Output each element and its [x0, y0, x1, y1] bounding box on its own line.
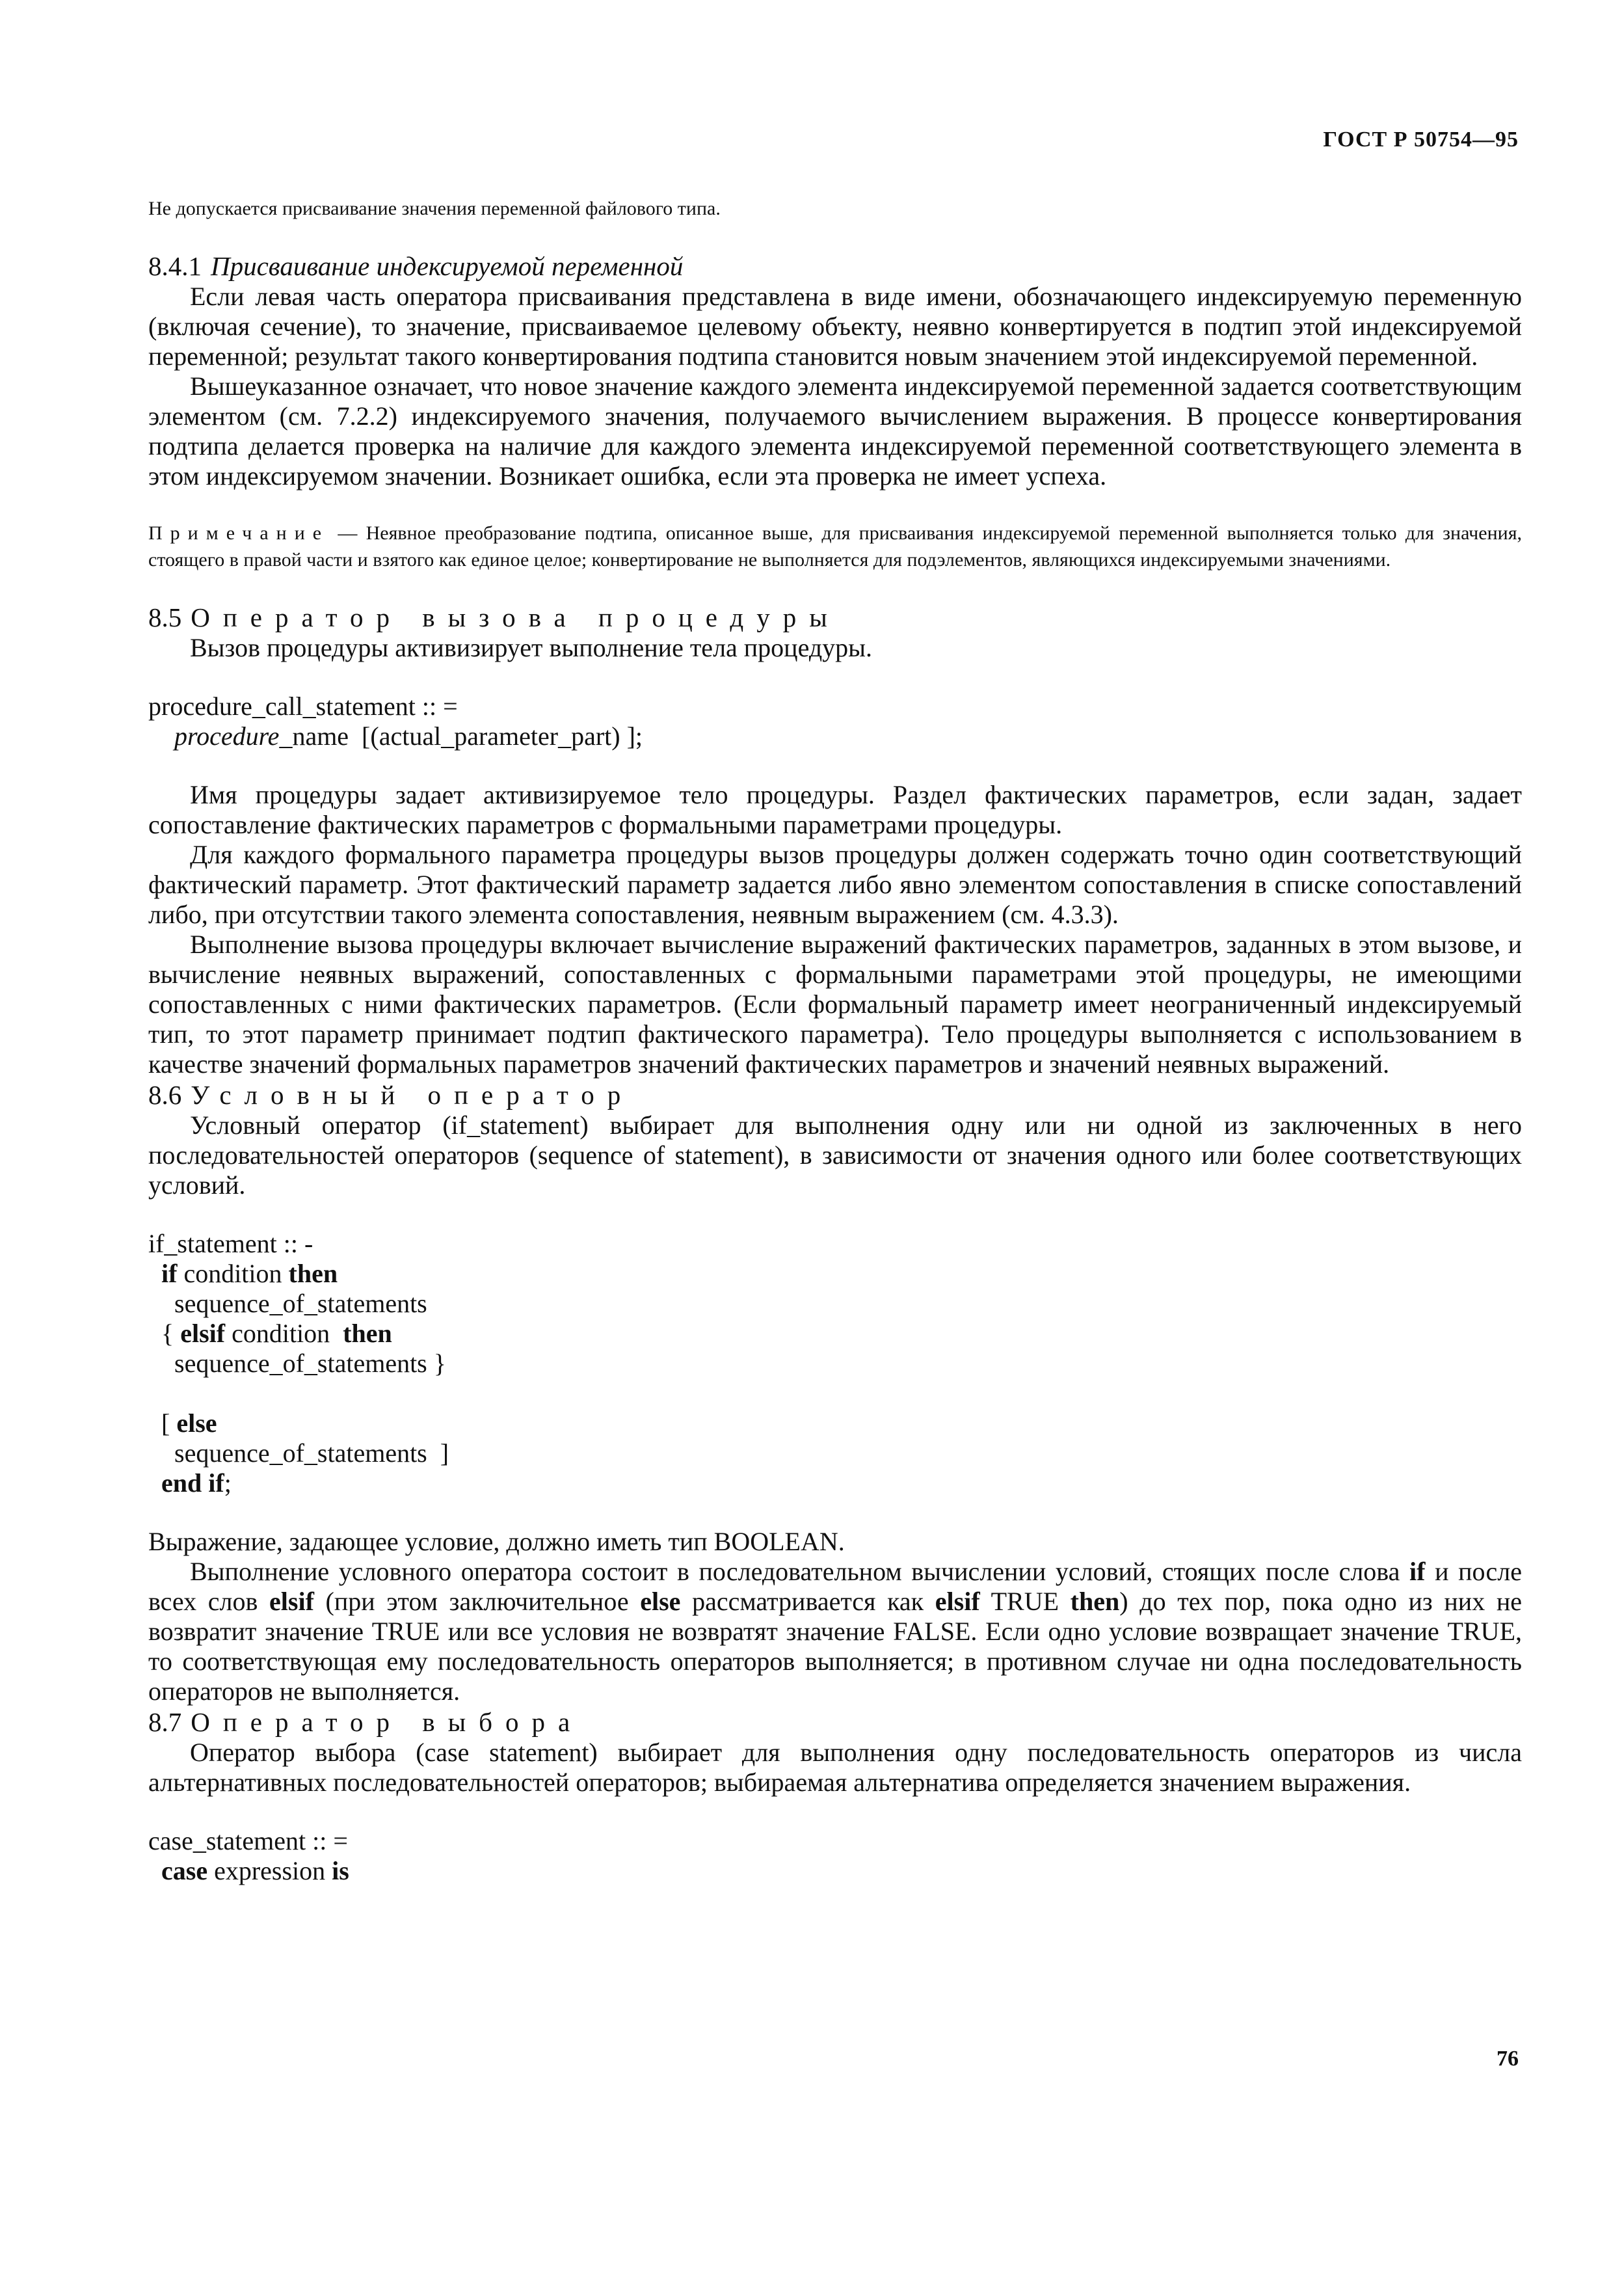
paragraph: Имя процедуры задает активизируемое тело процедуры. Раздел фактических параметров, если задан, задает сопоставление фактических параметров с формальными параметрами процедуры. — [148, 780, 1522, 839]
spacer — [148, 573, 1522, 602]
section-number: 8.5 — [148, 602, 182, 632]
section-heading-8-5 — [148, 602, 1522, 633]
text-run: TRUE — [979, 1587, 1071, 1616]
text-run: и после всех слов — [148, 1557, 1522, 1616]
section-title: Оператор вызова процедуры — [191, 602, 840, 632]
code-line: condition — [177, 1259, 289, 1288]
code-keyword: else — [176, 1408, 217, 1438]
code-line: sequence_of_statements ] — [174, 1438, 449, 1468]
code-block-if-statement — [148, 1229, 1522, 1498]
spacer — [148, 1200, 1522, 1229]
code-keyword: then — [343, 1319, 392, 1348]
text-run: рассматривается как — [680, 1587, 935, 1616]
keyword-run: then — [1070, 1587, 1120, 1616]
spacer — [148, 1498, 1522, 1527]
keyword-run: if — [1409, 1557, 1426, 1586]
code-line: procedure_call_statement :: = — [148, 692, 458, 721]
code-keyword: is — [332, 1856, 349, 1885]
code-block-procedure-call — [148, 692, 1522, 751]
keyword-run: elsif — [269, 1587, 314, 1616]
section-number: 8.7 — [148, 1707, 182, 1737]
note-label: Примечание — [148, 522, 330, 544]
section-heading-8-7 — [148, 1706, 1522, 1738]
code-keyword: case — [161, 1856, 208, 1885]
text-run: ) до тех пор, пока одно из них не возвратит значение TRUE или все условия не возвратят значение FALSE. Если одно условие возвращает значение TRUE, то соответствующая ему последовательность операторов выполняется; в противном случае ни одна последовательность операторов не выполняется. — [148, 1587, 1522, 1706]
code-line: sequence_of_statements } — [174, 1349, 446, 1378]
paragraph: Выражение, задающее условие, должно иметь тип BOOLEAN. — [148, 1527, 845, 1556]
section-title: Оператор выбора — [191, 1707, 583, 1737]
code-line: condition — [225, 1319, 343, 1348]
top-note: Не допускается присваивание значения переменной файлового типа. — [148, 198, 721, 219]
spacer — [148, 663, 1522, 692]
code-keyword: elsif — [180, 1319, 226, 1348]
spacer — [148, 491, 1522, 520]
note-text: — Неявное преобразование подтипа, описанное выше, для присваивания индексируемой переменной выполняется только для значения, стоящего в правой части и взятого как единое целое; конвертирование не выполняется для подэлементов, являющихся индексируемыми значениями. — [148, 522, 1522, 571]
keyword-run: elsif — [935, 1587, 980, 1616]
spacer — [148, 1797, 1522, 1826]
section-heading-8-6 — [148, 1079, 1522, 1110]
paragraph: Оператор выбора (case statement) выбирает для выполнения одну последовательность операторов из числа альтернативных последовательностей операторов; выбираемая альтернатива определяется значением выражения. — [148, 1738, 1522, 1797]
paragraph: Вышеуказанное означает, что новое значение каждого элемента индексируемой переменной задается соответствующим элементом (см. 7.2.2) индексируемого значения, получаемого вычислением выражения. В процессе конвертирования подтипа делается проверка на наличие для каждого элемента индексируемой переменной соответствующего элемента в этом индексируемом значении. Возникает ошибка, если эта проверка не имеет успеха. — [148, 371, 1522, 491]
note-block — [148, 520, 1522, 573]
page-number: 76 — [1497, 2047, 1519, 2071]
section-heading-8-4-1 — [148, 250, 1522, 282]
code-keyword: if — [161, 1259, 178, 1288]
page-content — [148, 195, 1522, 1886]
code-line: [ — [161, 1408, 177, 1438]
code-line: sequence_of_statements — [174, 1289, 427, 1318]
paragraph: Для каждого формального параметра процедуры вызов процедуры должен содержать точно один соответствующий фактический параметр. Этот фактический параметр задается либо явно элементом сопоставления в списке сопоставлений либо, при отсутствии такого элемента сопоставления, неявным выражением (см. 4.3.3). — [148, 840, 1522, 929]
document-header: ГОСТ Р 50754—95 — [1323, 128, 1519, 152]
paragraph — [148, 1557, 1522, 1706]
paragraph: Выполнение вызова процедуры включает вычисление выражений фактических параметров, заданных в этом вызове, и вычисление неявных выражений, сопоставленных с формальными параметрами этой процедуры, не имеющими сопоставленных с ними фактических параметров. (Если формальный параметр имеет неограниченный индексируемый тип, то этот параметр принимает подтип фактического параметра). Тело процедуры выполняется с использованием в качестве значений формальных параметров значений фактических параметров и значений неявных выражений. — [148, 930, 1522, 1079]
code-line: case_statement :: = — [148, 1826, 348, 1855]
spacer — [148, 751, 1522, 780]
code-line: _name [(actual_parameter_part) ]; — [279, 721, 643, 751]
code-line: ; — [224, 1468, 232, 1498]
section-number: 8.4.1 — [148, 251, 202, 281]
code-line: expression — [207, 1856, 332, 1885]
text-run: (при этом заключительное — [313, 1587, 641, 1616]
paragraph: Вызов процедуры активизирует выполнение тела процедуры. — [190, 633, 873, 662]
keyword-run: else — [640, 1587, 681, 1616]
code-keyword: end if — [161, 1468, 224, 1498]
code-block-case-statement — [148, 1826, 1522, 1886]
spacer — [148, 222, 1522, 250]
section-title: Присваивание индексируемой переменной — [211, 251, 684, 281]
text-run: Выполнение условного оператора состоит в последовательном вычислении условий, стоящих после слова — [190, 1557, 1410, 1586]
code-line: { — [161, 1319, 181, 1348]
section-number: 8.6 — [148, 1080, 182, 1110]
paragraph: Условный оператор (if_statement) выбирает для выполнения одну или ни одной из заключенных в него последовательностей операторов (sequence of statement), в зависимости от значения одного или более соответствующих условий. — [148, 1110, 1522, 1200]
code-line: if_statement :: - — [148, 1229, 313, 1258]
section-title: Условный оператор — [191, 1080, 634, 1110]
code-italic: procedure — [174, 721, 280, 751]
code-keyword: then — [288, 1259, 338, 1288]
paragraph: Если левая часть оператора присваивания представлена в виде имени, обозначающего индексируемую переменную (включая сечение), то значение, присваиваемое целевому объекту, неявно конвертируется в подтип этой индексируемой переменной; результат такого конвертирования подтипа становится новым значением этой индексируемой переменной. — [148, 282, 1522, 371]
